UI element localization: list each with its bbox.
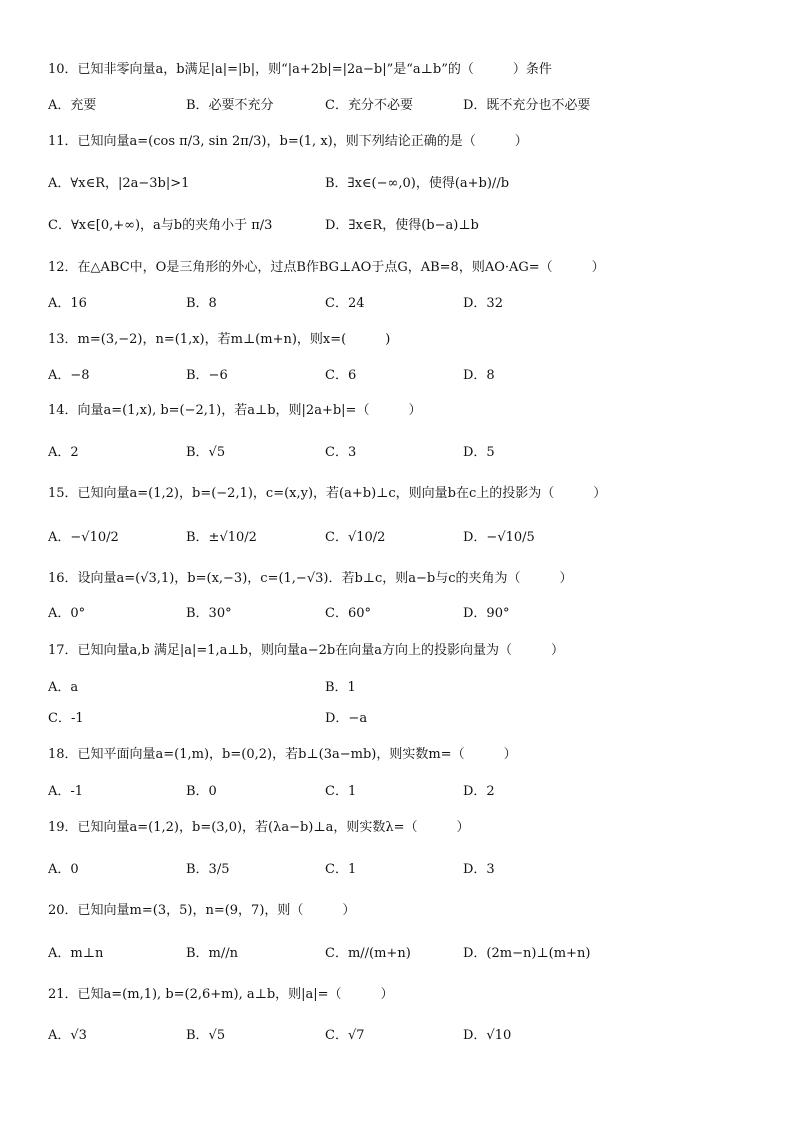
option-d: D．32 bbox=[463, 296, 503, 311]
question-19-stem: 19．已知向量a=(1,2)，b=(3,0)，若(λa−b)⊥a，则实数λ=（ ） bbox=[48, 820, 470, 835]
option-d: D．∃x∈R，使得(b−a)⊥b bbox=[325, 218, 479, 233]
option-c: C．√7 bbox=[325, 1028, 365, 1043]
option-a: A．−√10/2 bbox=[48, 530, 119, 545]
option-c: C．60° bbox=[325, 606, 371, 621]
question-10-options bbox=[48, 94, 748, 118]
question-17-options-row1 bbox=[48, 676, 748, 700]
option-c: C．-1 bbox=[48, 711, 84, 726]
option-b: B．0 bbox=[186, 784, 217, 799]
option-d: D．3 bbox=[463, 862, 495, 877]
question-13-stem: 13．m=(3,−2)，n=(1,x)，若m⊥(m+n)，则x=( ) bbox=[48, 332, 391, 347]
question-15-stem: 15．已知向量a=(1,2)，b=(−2,1)，c=(x,y)，若(a+b)⊥c，则向量b在c上的投影为（ ） bbox=[48, 486, 607, 501]
option-c: C．1 bbox=[325, 784, 357, 799]
option-a: A．2 bbox=[48, 445, 79, 460]
option-d: D．−√10/5 bbox=[463, 530, 535, 545]
option-d: D．√10 bbox=[463, 1028, 512, 1043]
option-a: A．−8 bbox=[48, 368, 90, 383]
question-14-options bbox=[48, 441, 748, 465]
question-19-options bbox=[48, 858, 748, 882]
question-10-stem: 10．已知非零向量a，b满足|a|=|b|，则“|a+2b|=|2a−b|”是“a⊥b”的（ ）条件 bbox=[48, 62, 552, 77]
option-d: D．既不充分也不必要 bbox=[463, 98, 591, 113]
option-a: A．16 bbox=[48, 296, 87, 311]
option-b: B．30° bbox=[186, 606, 232, 621]
option-c: C．∀x∈[0,+∞)，a与b的夹角小于 π/3 bbox=[48, 218, 273, 233]
question-16-stem: 16．设向量a=(√3,1)，b=(x,−3)，c=(1,−√3)．若b⊥c，则a−b与c的夹角为（ ） bbox=[48, 571, 573, 586]
option-a: A．∀x∈R，|2a−3b|>1 bbox=[48, 176, 190, 191]
question-14-stem: 14．向量a=(1,x), b=(−2,1)，若a⊥b，则|2a+b|=（ ） bbox=[48, 403, 422, 418]
question-21-options bbox=[48, 1024, 748, 1048]
option-a: A．0 bbox=[48, 862, 79, 877]
option-c: C．√10/2 bbox=[325, 530, 386, 545]
question-11-options-row2 bbox=[48, 214, 748, 238]
question-11-stem: 11．已知向量a=(cos π/3, sin 2π/3)，b=(1, x)，则下列结论正确的是（ ） bbox=[48, 134, 528, 149]
option-d: D．8 bbox=[463, 368, 495, 383]
option-d: D．−a bbox=[325, 711, 368, 726]
option-d: D．90° bbox=[463, 606, 510, 621]
option-b: B．∃x∈(−∞,0)，使得(a+b)//b bbox=[325, 176, 510, 191]
option-a: A．m⊥n bbox=[48, 946, 104, 961]
question-12-stem: 12．在△ABC中，O是三角形的外心，过点B作BG⊥AO于点G，AB=8，则AO·AG=（ ） bbox=[48, 260, 605, 275]
option-d: D．(2m−n)⊥(m+n) bbox=[463, 946, 591, 961]
option-b: B．1 bbox=[325, 680, 356, 695]
option-b: B．8 bbox=[186, 296, 217, 311]
option-a: A．a bbox=[48, 680, 79, 695]
option-b: B．√5 bbox=[186, 445, 226, 460]
question-17-options-row2 bbox=[48, 707, 748, 731]
question-16-options bbox=[48, 602, 748, 626]
option-b: B．必要不充分 bbox=[186, 98, 274, 113]
question-17-stem: 17．已知向量a,b 满足|a|=1,a⊥b，则向量a−2b在向量a方向上的投影向量为（ ） bbox=[48, 643, 564, 658]
option-a: A．充要 bbox=[48, 98, 97, 113]
option-b: B．−6 bbox=[186, 368, 228, 383]
option-b: B．m//n bbox=[186, 946, 239, 961]
option-a: A．-1 bbox=[48, 784, 84, 799]
question-12-options bbox=[48, 292, 748, 316]
option-b: B．±√10/2 bbox=[186, 530, 257, 545]
option-c: C．24 bbox=[325, 296, 365, 311]
question-20-stem: 20．已知向量m=(3，5)，n=(9，7)，则（ ） bbox=[48, 903, 356, 918]
option-c: C．6 bbox=[325, 368, 357, 383]
option-c: C．1 bbox=[325, 862, 357, 877]
question-11-options-row1 bbox=[48, 172, 748, 196]
option-c: C．m//(m+n) bbox=[325, 946, 411, 961]
question-18-stem: 18．已知平面向量a=(1,m)，b=(0,2)，若b⊥(3a−mb)，则实数m=（ ） bbox=[48, 747, 517, 762]
option-b: B．3/5 bbox=[186, 862, 230, 877]
option-c: C．充分不必要 bbox=[325, 98, 413, 113]
question-21-stem: 21．已知a=(m,1), b=(2,6+m), a⊥b，则|a|=（ ） bbox=[48, 987, 394, 1002]
option-d: D．2 bbox=[463, 784, 495, 799]
option-d: D．5 bbox=[463, 445, 495, 460]
question-13-options bbox=[48, 364, 748, 388]
question-15-options bbox=[48, 526, 748, 550]
question-20-options bbox=[48, 942, 748, 966]
option-a: A．0° bbox=[48, 606, 86, 621]
question-18-options bbox=[48, 780, 748, 804]
option-c: C．3 bbox=[325, 445, 357, 460]
option-a: A．√3 bbox=[48, 1028, 87, 1043]
option-b: B．√5 bbox=[186, 1028, 226, 1043]
